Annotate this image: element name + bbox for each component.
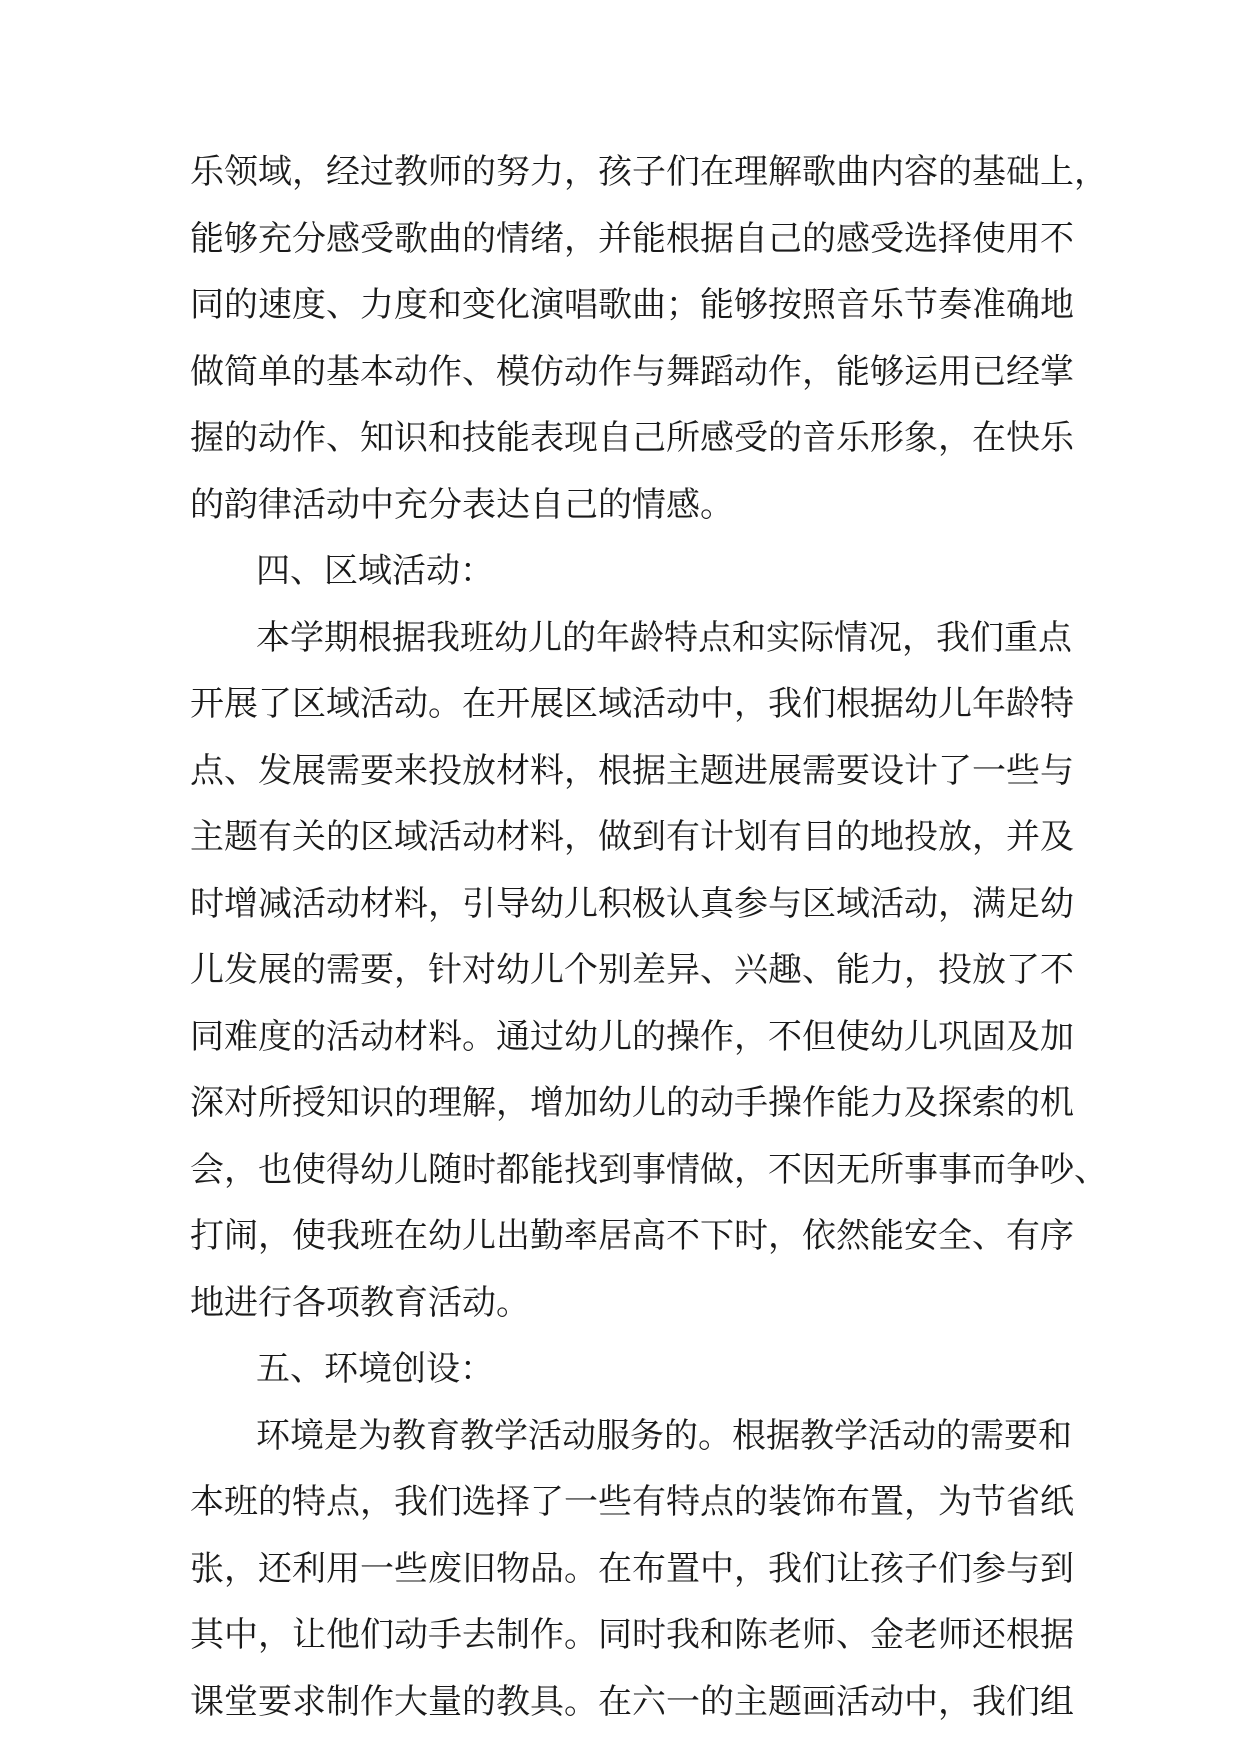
text-line: 张，还利用一些废旧物品。在布置中，我们让孩子们参与到 <box>190 1549 1074 1589</box>
text-line: 本班的特点，我们选择了一些有特点的装饰布置，为节省纸 <box>190 1482 1074 1522</box>
text-line: 其中，让他们动手去制作。同时我和陈老师、金老师还根据 <box>190 1615 1074 1655</box>
text-line: 握的动作、知识和技能表现自己所感受的音乐形象，在快乐 <box>190 418 1074 458</box>
text-line: 乐领域，经过教师的努力，孩子们在理解歌曲内容的基础上， <box>190 152 1108 192</box>
text-line: 儿发展的需要，针对幼儿个别差异、兴趣、能力，投放了不 <box>190 950 1074 990</box>
section-heading: 四、区域活动： <box>256 551 494 591</box>
paragraph-first-line: 本学期根据我班幼儿的年龄特点和实际情况，我们重点 <box>256 618 1072 658</box>
text-line: 做简单的基本动作、模仿动作与舞蹈动作，能够运用已经掌 <box>190 352 1074 392</box>
text-line: 的韵律活动中充分表达自己的情感。 <box>190 485 734 525</box>
text-line: 会，也使得幼儿随时都能找到事情做，不因无所事事而争吵、 <box>190 1150 1108 1190</box>
text-line: 开展了区域活动。在开展区域活动中，我们根据幼儿年龄特 <box>190 684 1074 724</box>
text-line: 能够充分感受歌曲的情绪，并能根据自己的感受选择使用不 <box>190 219 1074 259</box>
paragraph-first-line: 环境是为教育教学活动服务的。根据教学活动的需要和 <box>256 1416 1072 1456</box>
text-line: 打闹，使我班在幼儿出勤率居高不下时，依然能安全、有序 <box>190 1216 1074 1256</box>
text-line: 课堂要求制作大量的教具。在六一的主题画活动中，我们组 <box>190 1682 1074 1722</box>
text-line: 时增减活动材料，引导幼儿积极认真参与区域活动，满足幼 <box>190 884 1074 924</box>
text-line: 同的速度、力度和变化演唱歌曲；能够按照音乐节奏准确地 <box>190 285 1074 325</box>
text-line: 主题有关的区域活动材料，做到有计划有目的地投放，并及 <box>190 817 1074 857</box>
text-line: 地进行各项教育活动。 <box>190 1283 530 1323</box>
section-heading: 五、环境创设： <box>256 1349 494 1389</box>
text-line: 同难度的活动材料。通过幼儿的操作，不但使幼儿巩固及加 <box>190 1017 1074 1057</box>
text-line: 深对所授知识的理解，增加幼儿的动手操作能力及探索的机 <box>190 1083 1074 1123</box>
text-line: 点、发展需要来投放材料，根据主题进展需要设计了一些与 <box>190 751 1074 791</box>
